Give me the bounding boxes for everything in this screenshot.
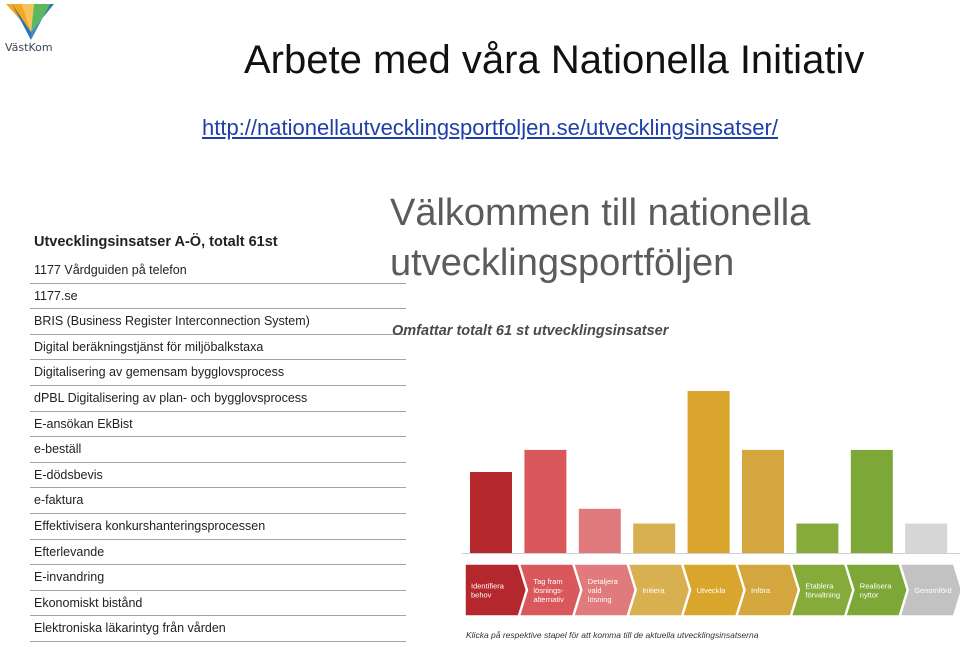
list-item[interactable]: e-faktura <box>30 488 406 514</box>
chart-footnote: Klicka på respektive stapel för att komma till de aktuella utvecklingsinsatserna <box>466 630 759 640</box>
list-item[interactable]: Digital beräkningstjänst för miljöbalkstaxa <box>30 335 406 361</box>
phase-label-4: Utveckla <box>696 586 726 595</box>
phase-label-2: Detaljera vald lösning <box>587 577 618 604</box>
slide-title: Arbete med våra Nationella Initiativ <box>244 38 865 82</box>
list-item[interactable]: Efterlevande <box>30 540 406 566</box>
bar-3[interactable] <box>633 524 675 553</box>
bar-2[interactable] <box>579 509 621 553</box>
bar-7[interactable] <box>851 450 893 553</box>
list-item[interactable]: 1177 Vårdguiden på telefon <box>30 258 406 284</box>
list-item[interactable]: Effektivisera konkurshanteringsprocessen <box>30 514 406 540</box>
phase-label-8: Genomförd <box>914 586 952 595</box>
bar-1[interactable] <box>524 450 566 553</box>
list-item[interactable]: 1177.se <box>30 284 406 310</box>
welcome-line-1: Välkommen till nationella <box>390 192 811 234</box>
bar-8[interactable] <box>905 524 947 553</box>
portfolio-link[interactable]: http://nationellautvecklingsportfoljen.se/utvecklingsinsatser/ <box>202 115 778 140</box>
phase-bar-chart <box>462 380 960 620</box>
list-item[interactable]: Ekonomiskt bistånd <box>30 591 406 617</box>
bar-6[interactable] <box>796 524 838 553</box>
phase-label-1: Tag fram lösnings-alternativ <box>533 577 564 604</box>
list-item[interactable]: Digitalisering av gemensam bygglovsprocess <box>30 360 406 386</box>
welcome-line-2: utvecklingsportföljen <box>390 242 735 284</box>
phase-label-0: Identifiera behov <box>471 581 504 600</box>
list-item[interactable]: dPBL Digitalisering av plan- och bygglovsprocess <box>30 386 406 412</box>
bar-0[interactable] <box>470 472 512 553</box>
list-heading: Utvecklingsinsatser A-Ö, totalt 61st <box>34 234 278 250</box>
list-item[interactable]: E-invandring <box>30 565 406 591</box>
logo-text: VästKom <box>5 41 53 54</box>
phase-label-6: Etablera förvaltning <box>805 581 841 600</box>
welcome-subtitle: Omfattar totalt 61 st utvecklingsinsatser <box>392 323 669 339</box>
list-item[interactable]: Elektroniska läkarintyg från vården <box>30 616 406 642</box>
bar-5[interactable] <box>742 450 784 553</box>
list-item[interactable]: E-dödsbevis <box>30 463 406 489</box>
phase-label-5: Införa <box>751 586 771 595</box>
list-item[interactable]: e-beställ <box>30 437 406 463</box>
phase-label-3: Initiera <box>642 586 665 595</box>
bar-4[interactable] <box>688 391 730 553</box>
welcome-heading <box>390 188 810 288</box>
phase-chevron-2[interactable] <box>574 564 635 616</box>
development-initiatives-list <box>30 228 406 642</box>
list-item[interactable]: E-ansökan EkBist <box>30 412 406 438</box>
phase-label-7: Realisera nyttor <box>859 581 892 600</box>
list-item[interactable]: BRIS (Business Register Interconnection System) <box>30 309 406 335</box>
